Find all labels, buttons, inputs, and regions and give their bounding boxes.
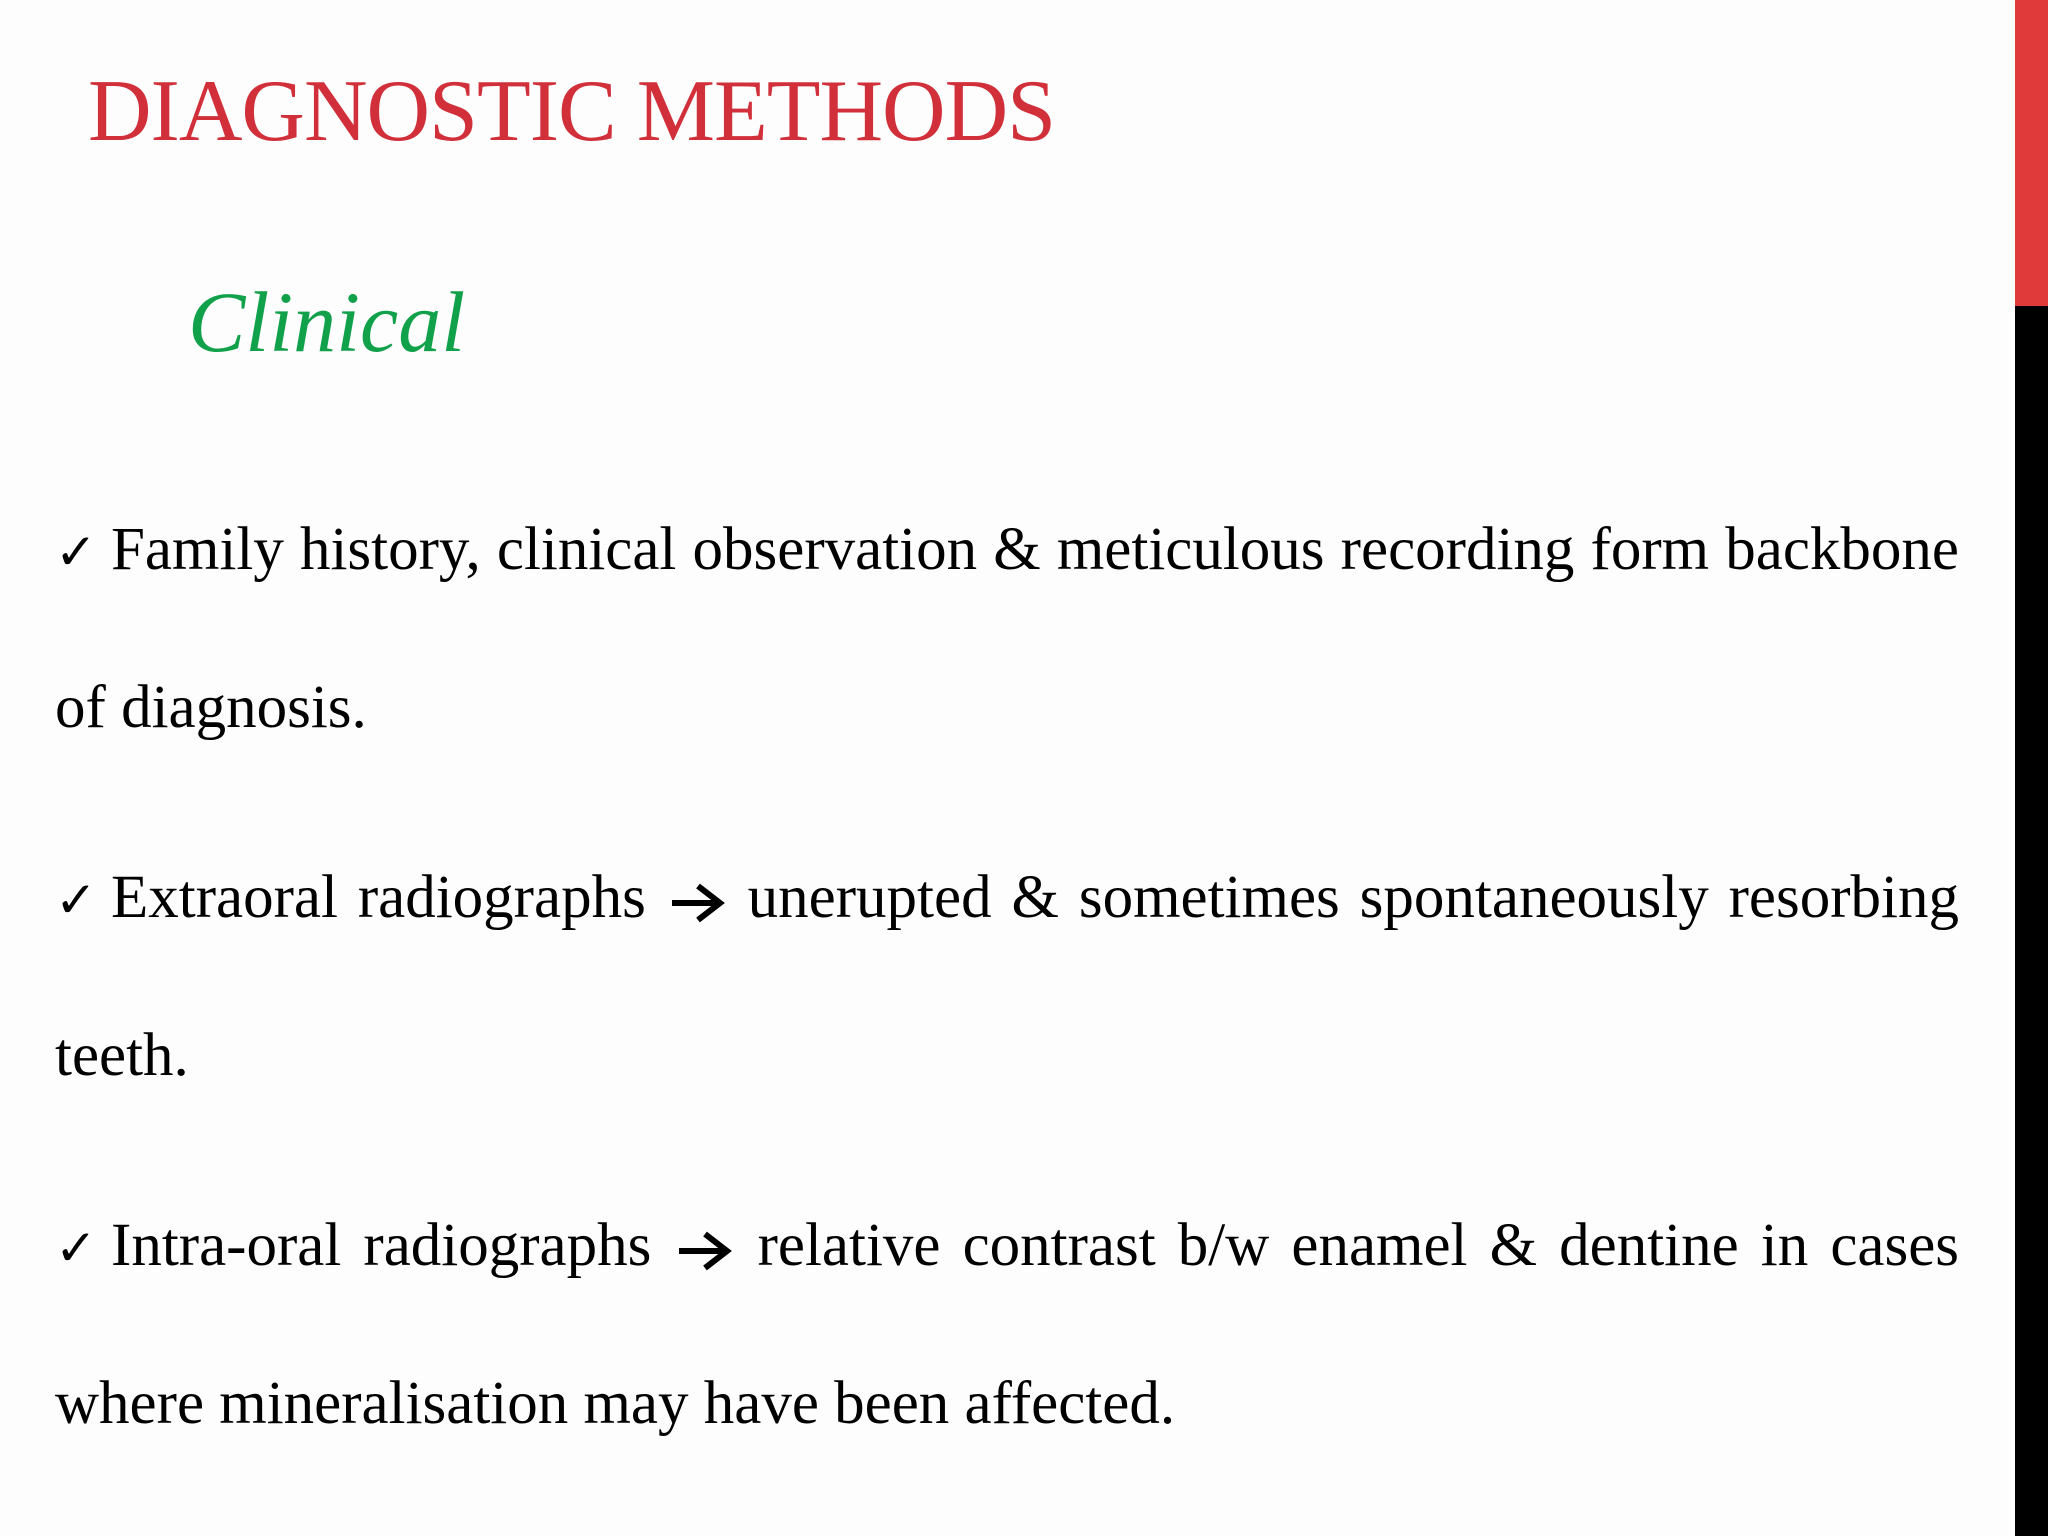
accent-bar: [2015, 0, 2048, 1536]
bullet-text-after-arrow: relative contrast b/w enamel & dentine in cases where mineralisation may have been affected.: [55, 1212, 1960, 1437]
bullet-item: [55, 1168, 1959, 1482]
accent-bar-top: [2015, 0, 2048, 306]
slide-subtitle: Clinical: [188, 274, 466, 370]
bullet-item: [55, 472, 1959, 786]
check-icon: ✓: [55, 1219, 97, 1277]
bullet-item: [55, 820, 1959, 1134]
arrow-right-icon: [673, 1229, 735, 1273]
arrow-right-icon: [666, 881, 728, 925]
bullet-text: Family history, clinical observation & meticulous recording form backbone of diagnosis.: [55, 516, 1959, 741]
check-icon: ✓: [55, 523, 97, 581]
bullet-text-before-arrow: Extraoral radiographs: [111, 864, 646, 931]
bullet-list: [55, 472, 1959, 1516]
check-icon: ✓: [55, 871, 97, 929]
slide-title: DIAGNOSTIC METHODS: [88, 63, 1056, 160]
bullet-text-before-arrow: Intra-oral radiographs: [111, 1212, 652, 1279]
bullet-text-after-arrow: unerupted & sometimes spontaneously resorbing teeth.: [55, 864, 1960, 1089]
